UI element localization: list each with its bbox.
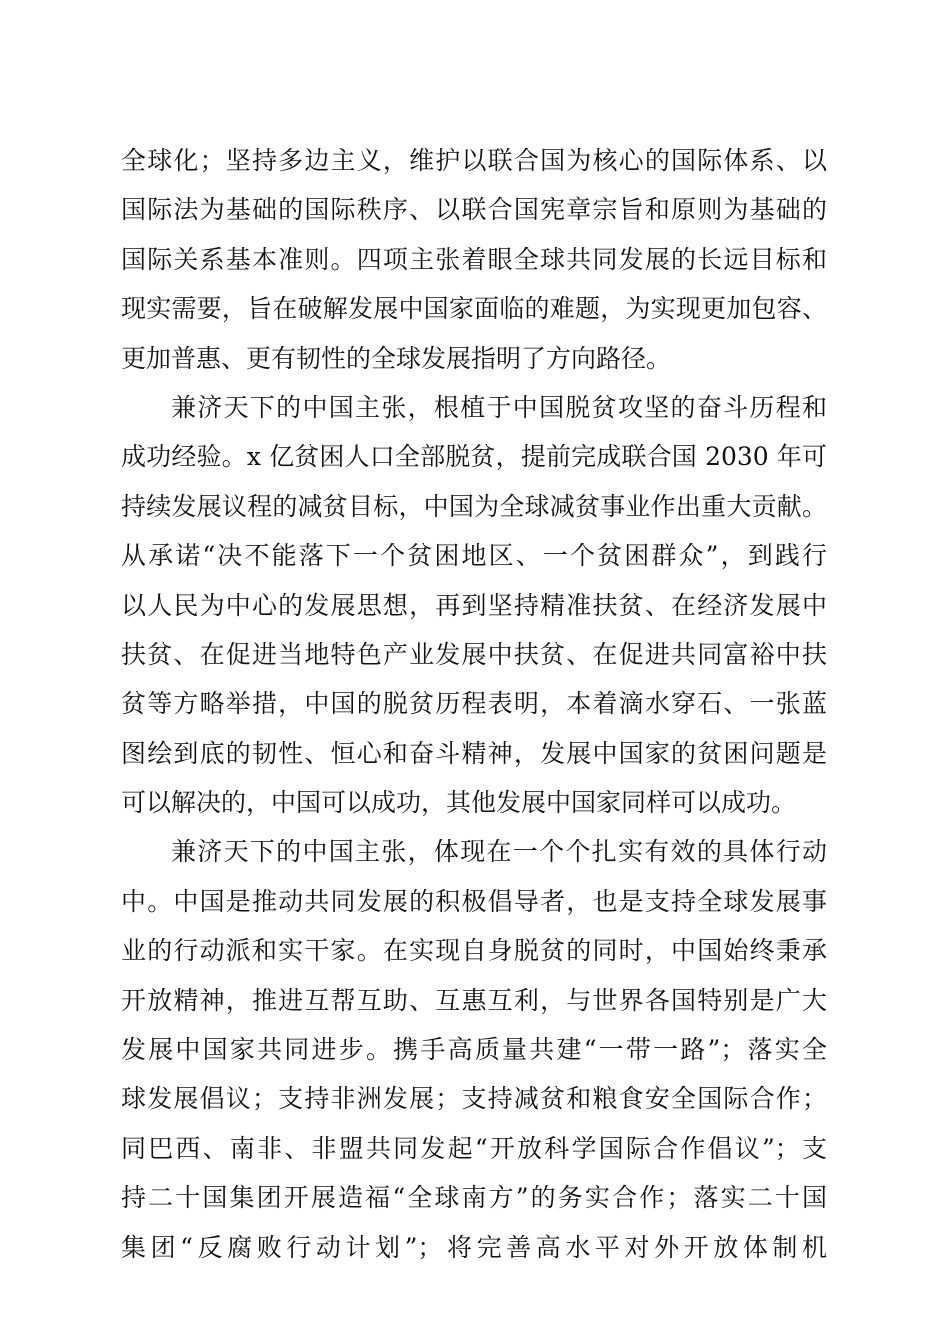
text-line: 球发展倡议；支持非洲发展；支持减贫和粮食安全国际合作；	[121, 1084, 827, 1114]
document-body	[121, 136, 827, 1272]
text-line: 图绘到底的韧性、恒心和奋斗精神，发展中国家的贫困问题是	[121, 738, 827, 768]
text-line: 贫等方略举措，中国的脱贫历程表明，本着滴水穿石、一张蓝	[121, 689, 827, 719]
text-line: 成功经验。x 亿贫困人口全部脱贫，提前完成联合国 2030 年可	[121, 442, 827, 472]
text-line: 国际法为基础的国际秩序、以联合国宪章宗旨和原则为基础的	[121, 195, 827, 225]
text-line: 同巴西、南非、非盟共同发起“开放科学国际合作倡议”；支	[121, 1133, 827, 1163]
text-line: 集团“反腐败行动计划”；将完善高水平对外开放体制机	[121, 1232, 827, 1262]
text-line: 扶贫、在促进当地特色产业发展中扶贫、在促进共同富裕中扶	[121, 639, 827, 669]
text-line: 中。中国是推动共同发展的积极倡导者，也是支持全球发展事	[121, 886, 827, 916]
paragraph-3	[121, 827, 827, 1272]
text-line: 开放精神，推进互帮互助、互惠互利，与世界各国特别是广大	[121, 985, 827, 1015]
text-line: 持续发展议程的减贫目标，中国为全球减贫事业作出重大贡献。	[121, 491, 827, 521]
text-line: 发展中国家共同进步。携手高质量共建“一带一路”；落实全	[121, 1035, 827, 1065]
text-line: 可以解决的，中国可以成功，其他发展中国家同样可以成功。	[121, 788, 797, 818]
text-line: 兼济天下的中国主张，根植于中国脱贫攻坚的奋斗历程和	[171, 392, 827, 422]
text-line: 持二十国集团开展造福“全球南方”的务实合作；落实二十国	[121, 1183, 827, 1213]
text-line: 国际关系基本准则。四项主张着眼全球共同发展的长远目标和	[121, 244, 827, 274]
text-line: 全球化；坚持多边主义，维护以联合国为核心的国际体系、以	[121, 146, 827, 175]
text-line: 兼济天下的中国主张，体现在一个个扎实有效的具体行动	[171, 837, 827, 867]
text-line: 业的行动派和实干家。在实现自身脱贫的同时，中国始终秉承	[121, 936, 827, 966]
text-line: 现实需要，旨在破解发展中国家面临的难题，为实现更加包容、	[121, 294, 827, 324]
paragraph-1	[121, 136, 827, 383]
paragraph-2	[121, 383, 827, 828]
text-line: 从承诺“决不能落下一个贫困地区、一个贫困群众”，到践行	[121, 541, 827, 571]
text-line: 更加普惠、更有韧性的全球发展指明了方向路径。	[121, 343, 672, 373]
text-line: 以人民为中心的发展思想，再到坚持精准扶贫、在经济发展中	[121, 590, 827, 620]
